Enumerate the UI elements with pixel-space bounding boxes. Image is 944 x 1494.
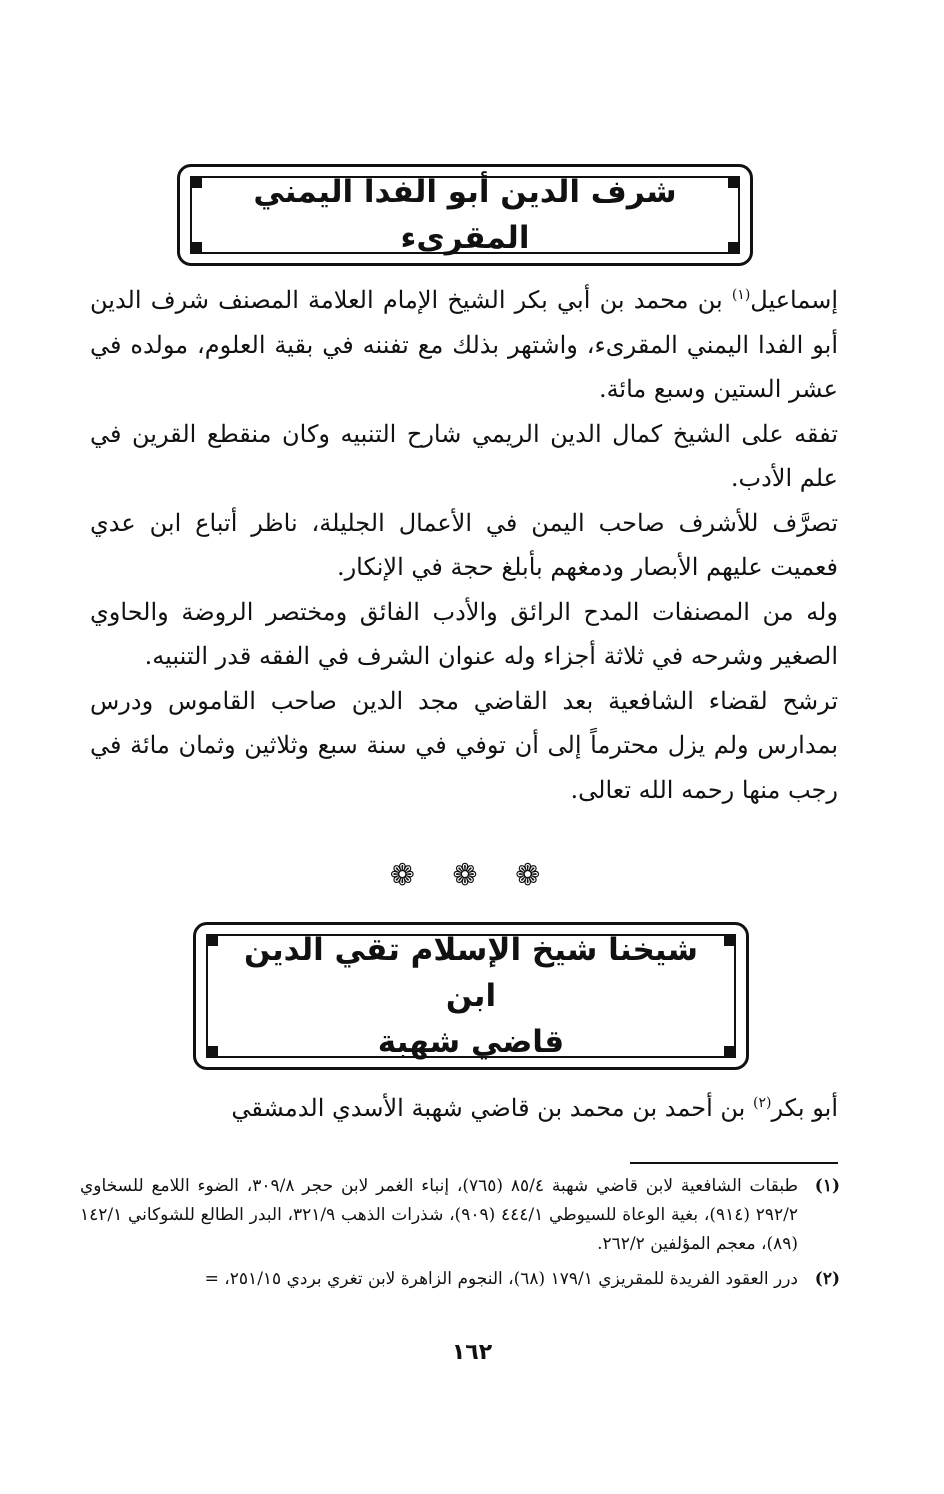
section-title: شرف الدين أبو الفدا اليمني المقرىء (253, 174, 677, 256)
paragraph-text: بن محمد بن أبي بكر الشيخ الإمام العلامة المصنف شرف الدين أبو الفدا اليمني المقرىء، واشتهر بذلك مع تفننه في بقية العلوم، مولده في عشر الستين وسبع مائة. (90, 286, 838, 403)
paragraph: تصرَّف للأشرف صاحب اليمن في الأعمال الجليلة، ناظر أتباع ابن عدي فعميت عليهم الأبصار ودمغهم بأبلغ حجة في الإنكار. (90, 508, 838, 581)
biography-text (90, 278, 838, 812)
paragraph: تفقه على الشيخ كمال الدين الريمي شارح التنبيه وكان منقطع القرين في علم الأدب. (90, 419, 838, 492)
footnote (80, 1172, 840, 1259)
paragraph: وله من المصنفات المدح الرائق والأدب الفائق ومختصر الروضة والحاوي الصغير وشرحه في ثلاثة أجزاء وله عنوان الشرف في الفقه قدر التنبيه. (90, 597, 838, 670)
footnote-divider (630, 1162, 838, 1164)
ornament-separator: ❁ ❁ ❁ (389, 858, 555, 893)
section-title-frame (177, 164, 753, 266)
footnote-ref: (١) (731, 287, 751, 303)
name-word: أبو بكر (771, 1094, 838, 1122)
paragraph: ترشح لقضاء الشافعية بعد القاضي مجد الدين صاحب القاموس ودرس بمدارس ولم يزل محترماً إلى أن توفي في سنة سبع وثلاثين وثمان مائة في رجب منها رحمه الله تعالى. (90, 686, 838, 804)
footnote-text: درر العقود الفريدة للمقريزي ١٧٩/١ (٦٨)، النجوم الزاهرة لابن تغري بردي ٢٥١/١٥، = (204, 1269, 798, 1289)
footnote-text: طبقات الشافعية لابن قاضي شهبة ٨٥/٤ (٧٦٥)، إنباء الغمر لابن حجر ٣٠٩/٨، الضوء اللامع للسخاوي ٢٩٢/٢ (٩١٤)، بغية الوعاة للسيوطي ٤٤٤/١ (٩٠٩)، شذرات الذهب ٣٢١/٩، البدر الطالع للشوكاني ١٤٢/١ (٨٩)، معجم المؤلفين ٢٦٢/٢. (80, 1176, 799, 1254)
footnotes (80, 1172, 840, 1300)
footnote-number: (٢) (814, 1269, 840, 1289)
name-word: إسماعيل (750, 286, 838, 314)
section-title-line: شيخنا شيخ الإسلام تقي الدين ابن (244, 932, 698, 1014)
section-title-frame (193, 922, 749, 1070)
footnote-number: (١) (814, 1176, 840, 1196)
footnote (80, 1265, 840, 1294)
paragraph-text: بن أحمد بن محمد بن قاضي شهبة الأسدي الدمشقي (231, 1094, 753, 1122)
biography-text (90, 1086, 838, 1131)
paragraph (90, 1086, 838, 1131)
section-title-line: قاضي شهبة (377, 1024, 565, 1060)
paragraph (90, 278, 838, 412)
section-title (196, 925, 746, 1067)
footnote-ref: (٢) (752, 1095, 772, 1111)
page-number: ١٦٢ (451, 1340, 493, 1365)
